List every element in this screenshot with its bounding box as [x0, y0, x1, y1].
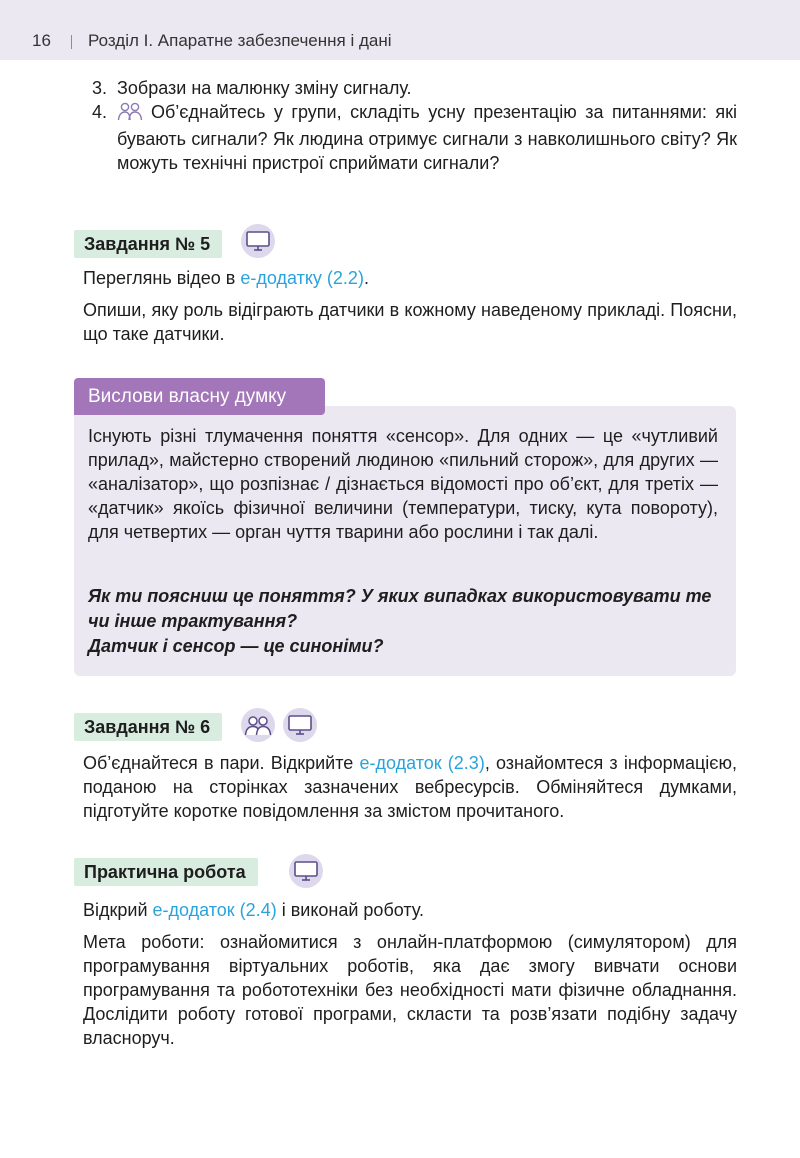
text-span: , ознайомтеся з інформацією, поданою на сторінках зазначених вебресурсів. Обміняйтеся думками, підготуйте коротке повідомлення за змістом прочитаного. [83, 753, 737, 821]
task-5-body [83, 266, 737, 346]
computer-icon [241, 224, 275, 258]
e-appendix-link-2-4[interactable]: е-додаток (2.4) [152, 900, 277, 920]
task-6-description [83, 751, 737, 823]
group-work-icon [117, 101, 143, 127]
list-item [83, 76, 737, 100]
opinion-text-block [88, 424, 718, 544]
opinion-questions [88, 584, 718, 659]
practical-goal: Мета роботи: ознайомитися з онлайн-платформою (симулятором) для програмування віртуальних роботів, яка дає змогу вивчати основи програмування та робототехніки без необхідності мати фізичне обладнання. Дослідити роботу готової програми, скласти та розв’язати подібну задачу власноруч. [83, 932, 737, 1048]
practical-work-body [83, 898, 737, 1050]
text-span: Об’єднайтеся в пари. Відкрийте [83, 753, 360, 773]
opinion-label: Вислови власну думку [74, 378, 325, 415]
list-item [83, 100, 737, 175]
text-span: . [363, 268, 369, 288]
list-item-number: 3. [92, 78, 108, 98]
list-item-text: Об’єднайтесь у групи, складіть усну презентацію за питаннями: які бувають сигнали? Як людина отримує сигнали з навколишнього світу? Як можуть технічні пристрої сприймати сигнали? [117, 102, 737, 173]
practical-instruction [83, 898, 737, 922]
list-item-number: 4. [92, 102, 108, 122]
e-appendix-link-2-3[interactable]: е-додаток (2.3) [359, 753, 485, 773]
computer-icon [283, 708, 317, 742]
opinion-question-1: Як ти поясниш це поняття? У яких випадках використовувати те чи інше трактування? [88, 586, 712, 631]
task-5-instruction [83, 266, 737, 290]
header-divider [71, 35, 72, 49]
task-6-body [83, 751, 737, 823]
task-5-description: Опиши, яку роль відіграють датчики в кожному наведеному прикладі. Поясни, що таке датчики. [83, 300, 737, 344]
text-span: Переглянь відео в [83, 268, 241, 288]
chapter-title: Розділ І. Апаратне забезпечення і дані [88, 31, 392, 50]
text-span: Відкрий [83, 900, 153, 920]
page-header [0, 0, 800, 60]
pair-work-icon [241, 708, 275, 742]
task-5-label: Завдання № 5 [74, 230, 222, 258]
e-appendix-link-2-2[interactable]: е-додатку (2.2) [240, 268, 364, 288]
list-item-text: Зобрази на малюнку зміну сигналу. [117, 78, 412, 98]
task-6-label: Завдання № 6 [74, 713, 222, 741]
text-span: і виконай роботу. [276, 900, 425, 920]
practical-work-label [74, 858, 258, 886]
computer-icon [289, 854, 323, 888]
task-list [83, 76, 737, 175]
opinion-text: Існують різні тлумачення поняття «сенсор». Для одних — це «чутливий прилад», майстерно створений людиною «пильний сторож», для других — «аналізатор», що розпізнає / дізнається відомості про об’єкт, для третіх — «датчик» якоїсь фізичної величини (температури, тиску, кута повороту), для четвертих — орган чуття тварини або рослини і так далі. [88, 426, 718, 542]
page-number: 16 [32, 31, 51, 50]
practical-work-label-text: Практична робота [84, 862, 246, 882]
opinion-question-2: Датчик і сенсор — це синоніми? [88, 636, 384, 656]
